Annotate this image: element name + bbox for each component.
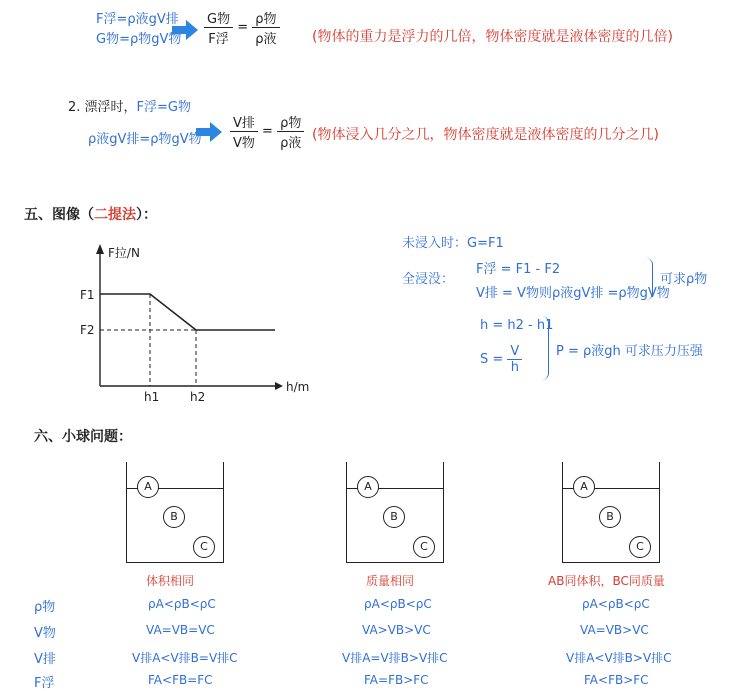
item-formula: F浮=G物 [136,100,191,115]
area-formula [480,344,522,375]
formula-floating: ρ液gV排=ρ物gV物 [88,132,202,147]
ratio-fraction-1 [204,8,280,47]
equals-sign: = [237,20,249,35]
equals-sign: = [262,124,273,139]
col3-buoyancy: FA<FB>FC [584,673,649,687]
title-suffix: ）： [136,207,157,223]
frac-denominator: ρ液 [255,32,277,47]
area-label: S = [480,352,504,367]
full-immersed-line2: V排 = V物则ρ液gV排 =ρ物gV物 [476,286,670,301]
frac-numerator: ρ物 [277,112,304,132]
ratio-fraction-2 [230,112,304,151]
col1-density: ρA<ρB<ρC [148,597,216,611]
not-immersed-note: 未浸入时：G=F1 [402,236,504,251]
col3-density: ρA<ρB<ρC [582,597,650,611]
ball-a: A [137,476,159,498]
caption-volume-same: 体积相同 [146,574,195,588]
frac-numerator: V排 [230,112,258,132]
ball-c: C [413,536,435,558]
col1-displaced: V排A<V排B=V排C [132,651,238,665]
caption-mixed: AB同体积，BC同质量 [548,574,665,588]
title-method: 二提法 [94,207,136,223]
title-prefix: 五、图像（ [24,207,94,223]
brace-pressure [542,316,549,380]
x-tick-h1: h1 [144,390,160,404]
row-label-density: ρ物 [34,600,56,615]
beaker-mixed [562,462,660,563]
item-floating [68,96,191,115]
frac-numerator: G物 [204,8,233,28]
frac-denominator: F浮 [208,32,229,47]
force-depth-graph [70,236,320,406]
pressure-note: P = ρ液gh 可求压力压强 [556,344,703,359]
row-label-volume: V物 [34,626,56,641]
y-tick-f1: F1 [80,288,95,302]
beaker-mass-same [346,462,444,563]
col1-buoyancy: FA<FB=FC [148,673,213,687]
full-immersed-label: 全浸没： [402,272,455,287]
full-immersed-line1: F浮 = F1 - F2 [476,262,561,277]
col2-volume: VA>VB>VC [362,623,431,637]
can-find-density: 可求ρ物 [660,272,708,287]
item-prefix: 2. 漂浮时， [68,100,137,115]
note-gravity-ratio: (物体的重力是浮力的几倍，物体密度就是液体密度的几倍) [312,29,673,45]
ball-c: C [193,536,215,558]
right-arrow-icon [196,122,222,142]
ball-a: A [357,476,379,498]
beaker-volume-same [126,462,224,563]
ball-a: A [573,476,595,498]
col3-displaced: V排A<V排B>V排C [566,651,672,665]
col1-volume: VA=VB=VC [146,623,215,637]
frac-denominator: ρ液 [280,136,302,151]
formula-gravity: G物=ρ物gV物 [96,32,182,47]
formula-buoyancy: F浮=ρ液gV排 [96,12,179,27]
col3-volume: VA=VB>VC [580,623,649,637]
col2-displaced: V排A=V排B>V排C [342,651,448,665]
col2-buoyancy: FA=FB>FC [364,673,429,687]
caption-mass-same: 质量相同 [366,574,415,588]
note-volume-ratio: (物体浸入几分之几，物体密度就是液体密度的几分之几) [312,127,659,143]
y-axis-label: F拉/N [108,246,140,260]
col2-density: ρA<ρB<ρC [364,597,432,611]
ball-b: B [383,506,405,528]
row-label-displaced: V排 [34,652,56,667]
frac-numerator: V [507,344,522,360]
frac-numerator: ρ物 [252,8,279,28]
x-tick-h2: h2 [190,390,206,404]
ball-c: C [629,536,651,558]
section6-title: 六、小球问题： [34,429,132,445]
y-tick-f2: F2 [80,323,95,337]
row-label-buoyancy: F浮 [34,676,55,691]
ball-b: B [163,506,185,528]
brace-density [646,258,653,300]
depth-difference: h = h2 - h1 [480,318,554,333]
x-axis-label: h/m [286,380,310,394]
section5-title [24,204,157,224]
ball-b: B [599,506,621,528]
right-arrow-icon [172,20,198,40]
frac-denominator: V物 [233,136,255,151]
frac-denominator: h [510,360,519,375]
